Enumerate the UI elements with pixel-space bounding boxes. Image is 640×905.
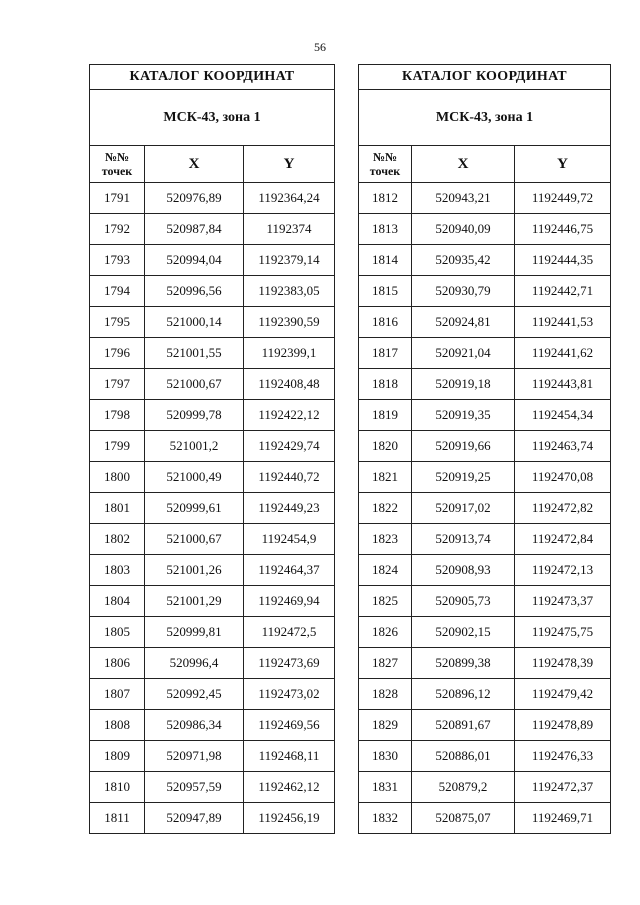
x-coordinate-cell: 521001,55 — [145, 338, 244, 369]
point-number-cell: 1793 — [90, 245, 145, 276]
table-row — [359, 183, 611, 214]
y-coordinate-cell: 1192449,72 — [515, 183, 611, 214]
point-number-cell: 1812 — [359, 183, 412, 214]
x-coordinate-cell: 520919,35 — [412, 400, 515, 431]
table-row — [90, 586, 335, 617]
table-row — [359, 524, 611, 555]
table-row — [359, 400, 611, 431]
point-number-cell: 1832 — [359, 803, 412, 834]
point-number-cell: 1802 — [90, 524, 145, 555]
y-coordinate-cell: 1192456,19 — [244, 803, 335, 834]
point-number-cell: 1825 — [359, 586, 412, 617]
y-coordinate-cell: 1192478,39 — [515, 648, 611, 679]
table-row — [359, 586, 611, 617]
y-coordinate-cell: 1192469,71 — [515, 803, 611, 834]
table-row — [90, 462, 335, 493]
x-coordinate-cell: 520896,12 — [412, 679, 515, 710]
y-coordinate-cell: 1192374 — [244, 214, 335, 245]
y-coordinate-cell: 1192478,89 — [515, 710, 611, 741]
x-coordinate-cell: 520935,42 — [412, 245, 515, 276]
header-x: X — [412, 146, 515, 183]
y-coordinate-cell: 1192470,08 — [515, 462, 611, 493]
point-number-cell: 1794 — [90, 276, 145, 307]
point-number-cell: 1809 — [90, 741, 145, 772]
table-row — [90, 245, 335, 276]
y-coordinate-cell: 1192383,05 — [244, 276, 335, 307]
x-coordinate-cell: 520905,73 — [412, 586, 515, 617]
x-coordinate-cell: 520987,84 — [145, 214, 244, 245]
point-number-cell: 1792 — [90, 214, 145, 245]
table-row — [90, 369, 335, 400]
point-number-cell: 1810 — [90, 772, 145, 803]
point-number-cell: 1823 — [359, 524, 412, 555]
header-y: Y — [244, 146, 335, 183]
table-row — [359, 493, 611, 524]
catalog-title: КАТАЛОГ КООРДИНАТ — [90, 65, 335, 90]
x-coordinate-cell: 520924,81 — [412, 307, 515, 338]
x-coordinate-cell: 520875,07 — [412, 803, 515, 834]
y-coordinate-cell: 1192390,59 — [244, 307, 335, 338]
y-coordinate-cell: 1192476,33 — [515, 741, 611, 772]
point-number-cell: 1821 — [359, 462, 412, 493]
y-coordinate-cell: 1192473,02 — [244, 679, 335, 710]
y-coordinate-cell: 1192399,1 — [244, 338, 335, 369]
table-row — [90, 338, 335, 369]
y-coordinate-cell: 1192473,37 — [515, 586, 611, 617]
y-coordinate-cell: 1192440,72 — [244, 462, 335, 493]
y-coordinate-cell: 1192472,13 — [515, 555, 611, 586]
point-number-cell: 1798 — [90, 400, 145, 431]
table-row — [90, 276, 335, 307]
y-coordinate-cell: 1192444,35 — [515, 245, 611, 276]
table-row — [359, 679, 611, 710]
table-row — [359, 462, 611, 493]
x-coordinate-cell: 520986,34 — [145, 710, 244, 741]
table-row — [359, 369, 611, 400]
x-coordinate-cell: 521001,26 — [145, 555, 244, 586]
point-number-cell: 1813 — [359, 214, 412, 245]
x-coordinate-cell: 520992,45 — [145, 679, 244, 710]
point-number-cell: 1830 — [359, 741, 412, 772]
x-coordinate-cell: 520902,15 — [412, 617, 515, 648]
point-number-cell: 1814 — [359, 245, 412, 276]
y-coordinate-cell: 1192408,48 — [244, 369, 335, 400]
table-row — [90, 710, 335, 741]
table-row — [359, 431, 611, 462]
x-coordinate-cell: 520879,2 — [412, 772, 515, 803]
table-row — [359, 741, 611, 772]
header-point-number: №№ точек — [90, 146, 145, 183]
table-row — [90, 183, 335, 214]
x-coordinate-cell: 520919,25 — [412, 462, 515, 493]
table-row — [90, 648, 335, 679]
x-coordinate-cell: 520971,98 — [145, 741, 244, 772]
table-row — [90, 431, 335, 462]
table-row — [359, 245, 611, 276]
x-coordinate-cell: 520891,67 — [412, 710, 515, 741]
table-row — [90, 307, 335, 338]
y-coordinate-cell: 1192449,23 — [244, 493, 335, 524]
table-row — [90, 741, 335, 772]
y-coordinate-cell: 1192464,37 — [244, 555, 335, 586]
y-coordinate-cell: 1192463,74 — [515, 431, 611, 462]
table-row — [90, 772, 335, 803]
y-coordinate-cell: 1192468,11 — [244, 741, 335, 772]
table-row — [359, 803, 611, 834]
point-number-cell: 1804 — [90, 586, 145, 617]
coordinate-system: МСК-43, зона 1 — [359, 90, 611, 146]
table-row — [90, 214, 335, 245]
table-row — [90, 524, 335, 555]
table-row — [359, 214, 611, 245]
table-row — [90, 493, 335, 524]
x-coordinate-cell: 520947,89 — [145, 803, 244, 834]
y-coordinate-cell: 1192454,34 — [515, 400, 611, 431]
page-number: 56 — [314, 40, 326, 54]
point-number-cell: 1799 — [90, 431, 145, 462]
point-number-cell: 1797 — [90, 369, 145, 400]
point-number-cell: 1791 — [90, 183, 145, 214]
point-number-cell: 1827 — [359, 648, 412, 679]
header-point-number: №№ точек — [359, 146, 412, 183]
header-y: Y — [515, 146, 611, 183]
coordinate-catalog-right — [358, 64, 611, 834]
x-coordinate-cell: 520999,78 — [145, 400, 244, 431]
table-row — [359, 276, 611, 307]
y-coordinate-cell: 1192441,62 — [515, 338, 611, 369]
x-coordinate-cell: 520921,04 — [412, 338, 515, 369]
y-coordinate-cell: 1192454,9 — [244, 524, 335, 555]
x-coordinate-cell: 520999,81 — [145, 617, 244, 648]
y-coordinate-cell: 1192422,12 — [244, 400, 335, 431]
y-coordinate-cell: 1192364,24 — [244, 183, 335, 214]
x-coordinate-cell: 520930,79 — [412, 276, 515, 307]
y-coordinate-cell: 1192475,75 — [515, 617, 611, 648]
point-number-cell: 1816 — [359, 307, 412, 338]
header-x: X — [145, 146, 244, 183]
y-coordinate-cell: 1192441,53 — [515, 307, 611, 338]
y-coordinate-cell: 1192472,82 — [515, 493, 611, 524]
x-coordinate-cell: 520886,01 — [412, 741, 515, 772]
point-number-cell: 1824 — [359, 555, 412, 586]
table-row — [359, 772, 611, 803]
point-number-cell: 1817 — [359, 338, 412, 369]
x-coordinate-cell: 520976,89 — [145, 183, 244, 214]
table-row — [359, 710, 611, 741]
coordinate-catalog-left — [89, 64, 335, 834]
point-number-cell: 1801 — [90, 493, 145, 524]
x-coordinate-cell: 520899,38 — [412, 648, 515, 679]
point-number-cell: 1811 — [90, 803, 145, 834]
point-number-cell: 1822 — [359, 493, 412, 524]
point-number-cell: 1829 — [359, 710, 412, 741]
x-coordinate-cell: 520908,93 — [412, 555, 515, 586]
x-coordinate-cell: 521001,29 — [145, 586, 244, 617]
point-number-cell: 1796 — [90, 338, 145, 369]
point-number-cell: 1807 — [90, 679, 145, 710]
point-number-cell: 1815 — [359, 276, 412, 307]
table-row — [90, 400, 335, 431]
table-row — [359, 617, 611, 648]
x-coordinate-cell: 521000,14 — [145, 307, 244, 338]
y-coordinate-cell: 1192472,37 — [515, 772, 611, 803]
point-number-cell: 1820 — [359, 431, 412, 462]
x-coordinate-cell: 520957,59 — [145, 772, 244, 803]
x-coordinate-cell: 520919,18 — [412, 369, 515, 400]
point-number-cell: 1826 — [359, 617, 412, 648]
table-row — [359, 648, 611, 679]
point-number-cell: 1818 — [359, 369, 412, 400]
point-number-cell: 1808 — [90, 710, 145, 741]
y-coordinate-cell: 1192479,42 — [515, 679, 611, 710]
y-coordinate-cell: 1192442,71 — [515, 276, 611, 307]
y-coordinate-cell: 1192472,84 — [515, 524, 611, 555]
table-row — [90, 617, 335, 648]
point-number-cell: 1800 — [90, 462, 145, 493]
y-coordinate-cell: 1192462,12 — [244, 772, 335, 803]
y-coordinate-cell: 1192446,75 — [515, 214, 611, 245]
x-coordinate-cell: 521001,2 — [145, 431, 244, 462]
x-coordinate-cell: 520994,04 — [145, 245, 244, 276]
x-coordinate-cell: 521000,67 — [145, 524, 244, 555]
point-number-cell: 1806 — [90, 648, 145, 679]
table-row — [90, 803, 335, 834]
y-coordinate-cell: 1192469,56 — [244, 710, 335, 741]
x-coordinate-cell: 520999,61 — [145, 493, 244, 524]
y-coordinate-cell: 1192443,81 — [515, 369, 611, 400]
coordinate-system: МСК-43, зона 1 — [90, 90, 335, 146]
x-coordinate-cell: 521000,49 — [145, 462, 244, 493]
y-coordinate-cell: 1192429,74 — [244, 431, 335, 462]
y-coordinate-cell: 1192379,14 — [244, 245, 335, 276]
point-number-cell: 1819 — [359, 400, 412, 431]
x-coordinate-cell: 520996,56 — [145, 276, 244, 307]
x-coordinate-cell: 521000,67 — [145, 369, 244, 400]
x-coordinate-cell: 520996,4 — [145, 648, 244, 679]
table-row — [359, 338, 611, 369]
table-row — [359, 307, 611, 338]
point-number-cell: 1831 — [359, 772, 412, 803]
x-coordinate-cell: 520913,74 — [412, 524, 515, 555]
point-number-cell: 1803 — [90, 555, 145, 586]
table-row — [90, 679, 335, 710]
catalog-title: КАТАЛОГ КООРДИНАТ — [359, 65, 611, 90]
point-number-cell: 1795 — [90, 307, 145, 338]
y-coordinate-cell: 1192469,94 — [244, 586, 335, 617]
x-coordinate-cell: 520940,09 — [412, 214, 515, 245]
point-number-cell: 1828 — [359, 679, 412, 710]
table-row — [90, 555, 335, 586]
x-coordinate-cell: 520919,66 — [412, 431, 515, 462]
x-coordinate-cell: 520917,02 — [412, 493, 515, 524]
point-number-cell: 1805 — [90, 617, 145, 648]
y-coordinate-cell: 1192472,5 — [244, 617, 335, 648]
y-coordinate-cell: 1192473,69 — [244, 648, 335, 679]
table-row — [359, 555, 611, 586]
x-coordinate-cell: 520943,21 — [412, 183, 515, 214]
